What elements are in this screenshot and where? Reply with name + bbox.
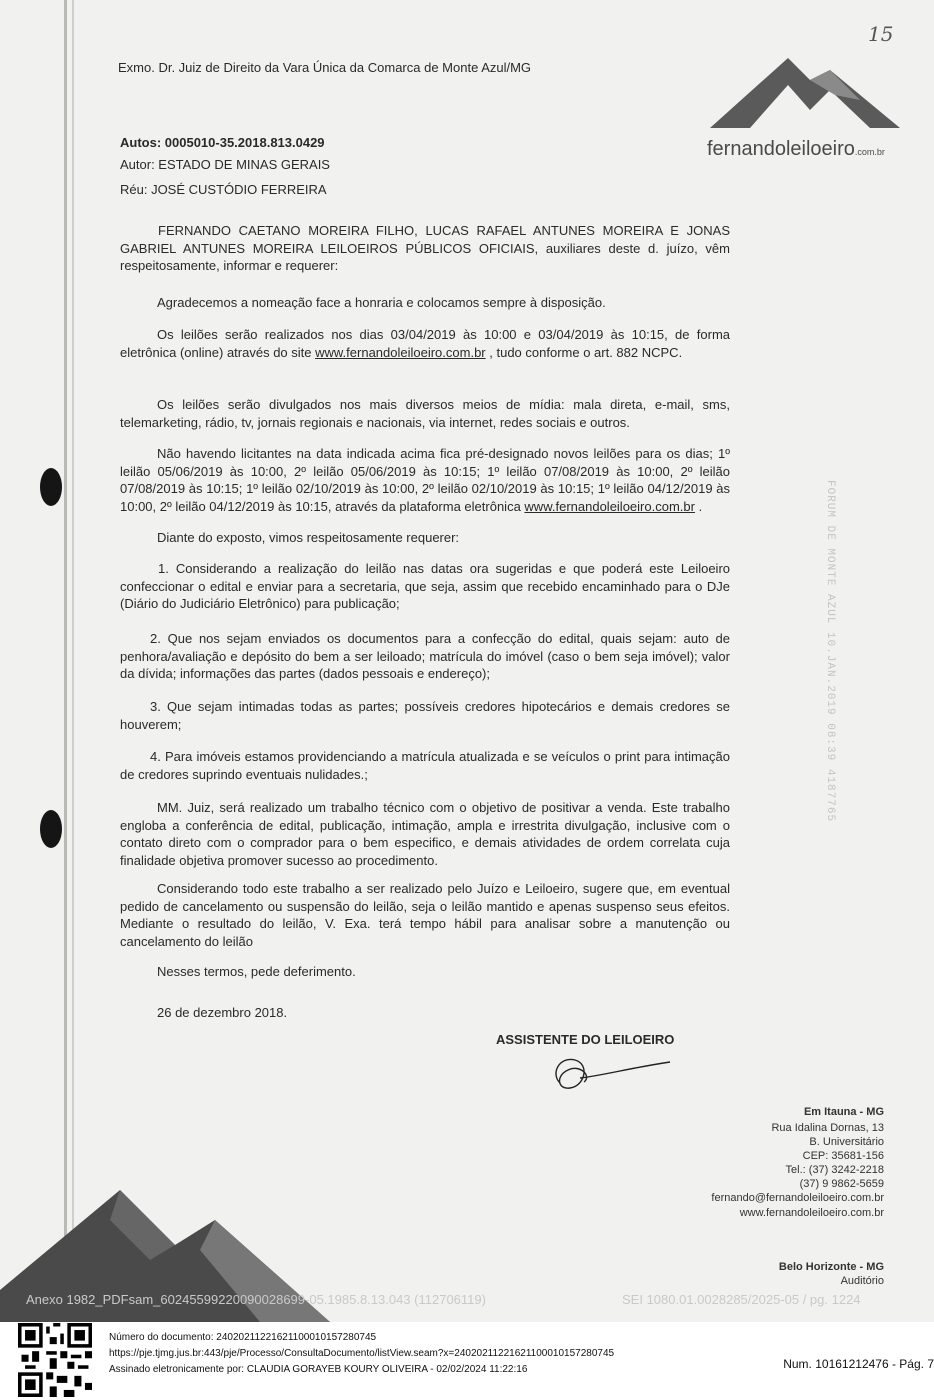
document-url[interactable]: https://pje.tjmg.jus.br:443/pje/Processo/ConsultaDocumento/listView.seam?x=24020211221621100010157280745	[109, 1348, 615, 1359]
annex-watermark: Anexo 1982_PDFsam_60245599220090028699-05.1985.8.13.043 (112706119)	[26, 1292, 486, 1307]
letter-date: 26 de dezembro 2018.	[157, 1005, 288, 1020]
punch-hole	[40, 468, 62, 506]
office-phone: Tel.: (37) 3242-2218	[785, 1164, 884, 1176]
page-reference: Num. 10161212476 - Pág. 7	[783, 1357, 934, 1371]
qr-code-icon	[18, 1323, 92, 1397]
punch-hole	[40, 810, 62, 848]
request-item-1: 1. Considerando a realização do leilão nas datas ora sugeridas e que poderá este Leiloeiro confeccionar o edital e enviar para a secretaria, que seja, assim que recebido encaminhado para o DJe (Diário do Judiciário Eletrônico) para publicação;	[120, 561, 730, 611]
office-street: Rua Idalina Dornas, 13	[771, 1122, 884, 1134]
plaintiff: Autor: ESTADO DE MINAS GERAIS	[120, 157, 330, 172]
request-item-4: 4. Para imóveis estamos providenciando a matrícula atualizada e se veículos o print para intimação de credores suprindo eventuais nulidades.;	[120, 749, 730, 782]
paragraph-technical-work: MM. Juiz, será realizado um trabalho técnico com o objetivo de positivar a venda. Este trabalho engloba a conferência de edital, publicação, intimação, ampla e irrestrita divulgação, inclusive com o contato direto com o comprador para o bem especifico, e demais atividades de ordem correlata cuja finalidade objetiva promover sucesso ao procedimento.	[120, 800, 730, 868]
paragraph-redesignation: Não havendo licitantes na data indicada acima fica pré-designado novos leilões para os dias; 1º leilão 05/06/2019 às 10:00, 2º leilão 05/06/2019 às 10:15; 1º leilão 07/08/2019 às 10:00, 2º leilão 07/08/2019 às 10:15; 1º leilão 02/10/2019 às 10:00, 2º leilão 02/10/2019 às 10:15; 1º leilão 04/12/2019 às 10:00, 2º leilão 04/12/2019 às 10:15, através da plataforma eletrônica www.fernandoleiloeiro.com.br .	[120, 446, 730, 514]
website-link[interactable]: www.fernandoleiloeiro.com.br	[315, 344, 486, 360]
defendant: Réu: JOSÉ CUSTÓDIO FERREIRA	[120, 182, 327, 197]
logo-brand: fernandoleiloeiro	[707, 138, 855, 160]
paragraph-cancellation: Considerando todo este trabalho a ser realizado pelo Juízo e Leiloeiro, sugere que, em eventual pedido de cancelamento ou suspensão do leilão, seja o leilão mantido e apenas suspenso seus efeitos. Mediante o resultado do leilão, V. Exa. terá tempo hábil para analisar sobre a manutenção ou cancelamento do leilão	[120, 881, 730, 949]
intro-paragraph: FERNANDO CAETANO MOREIRA FILHO, LUCAS RAFAEL ANTUNES MOREIRA E JONAS GABRIEL ANTUNES MOREIRA LEILOEIROS PÚBLICOS OFICIAIS, auxiliares deste d. juízo, vêm respeitosamente, informar e requerer:	[120, 223, 730, 273]
office-cep: CEP: 35681-156	[802, 1150, 884, 1162]
paragraph-thanks: Agradecemos a nomeação face a honraria e colocamos sempre à disposição.	[157, 295, 606, 310]
office-city-bh: Belo Horizonte - MG	[778, 1261, 884, 1273]
logo-wordmark	[707, 138, 885, 161]
paragraph-request-intro: Diante do exposto, vimos respeitosamente requerer:	[157, 530, 460, 545]
signer-title: ASSISTENTE DO LEILOEIRO	[496, 1032, 675, 1047]
website-link[interactable]: www.fernandoleiloeiro.com.br	[524, 498, 695, 514]
paragraph-auction-dates: Os leilões serão realizados nos dias 03/04/2019 às 10:00 e 03/04/2019 às 10:15, de forma eletrônica (online) através do site www.fernandoleiloeiro.com.br , tudo conforme o art. 882 NCPC.	[120, 327, 730, 360]
handwritten-page-number: 15	[868, 22, 894, 46]
page-fold-line	[64, 0, 67, 1322]
protocol-stamp: FORUM DE MONTE AZUL 10.JAN.2019 08:39 4187765	[824, 480, 836, 823]
paragraph-media: Os leilões serão divulgados nos mais diversos meios de mídia: mala direta, e-mail, sms, telemarketing, rádio, tv, jornais regionais e nacionais, via internet, redes sociais e outros.	[120, 397, 730, 430]
office-city-itauna: Em Itauna - MG	[803, 1106, 884, 1118]
office-place-bh: Auditório	[840, 1275, 884, 1287]
office-mobile: (37) 9 9862-5659	[799, 1178, 884, 1190]
office-site: www.fernandoleiloeiro.com.br	[739, 1207, 884, 1219]
office-email: fernando@fernandoleiloeiro.com.br	[711, 1192, 884, 1204]
case-number: Autos: 0005010-35.2018.813.0429	[120, 135, 325, 150]
handwritten-signature	[540, 1048, 680, 1098]
request-item-2: 2. Que nos sejam enviados os documentos para a confecção do edital, quais sejam: auto de penhora/avaliação e depósito do bem a ser leiloado; matrícula do imóvel (caso o bem seja imóvel); valor da dívida; informações das partes (dados pessoais e endereço);	[120, 631, 730, 681]
closing: Nesses termos, pede deferimento.	[157, 964, 356, 979]
office-district: B. Universitário	[809, 1136, 884, 1148]
addressee: Exmo. Dr. Juiz de Direito da Vara Única da Comarca de Monte Azul/MG	[118, 60, 532, 75]
page-fold-line	[72, 0, 74, 1322]
request-item-3: 3. Que sejam intimadas todas as partes; possíveis credores hipotecários e demais credores se houverem;	[120, 699, 730, 732]
document-number: Número do documento: 24020211221621100010157280745	[109, 1332, 377, 1343]
electronic-signature: Assinado eletronicamente por: CLAUDIA GORAYEB KOURY OLIVEIRA - 02/02/2024 11:22:16	[109, 1364, 528, 1375]
logo-mountain-icon	[710, 40, 900, 130]
sei-watermark: SEI 1080.01.0028285/2025-05 / pg. 1224	[622, 1292, 861, 1307]
logo-suffix: .com.br	[854, 147, 885, 157]
